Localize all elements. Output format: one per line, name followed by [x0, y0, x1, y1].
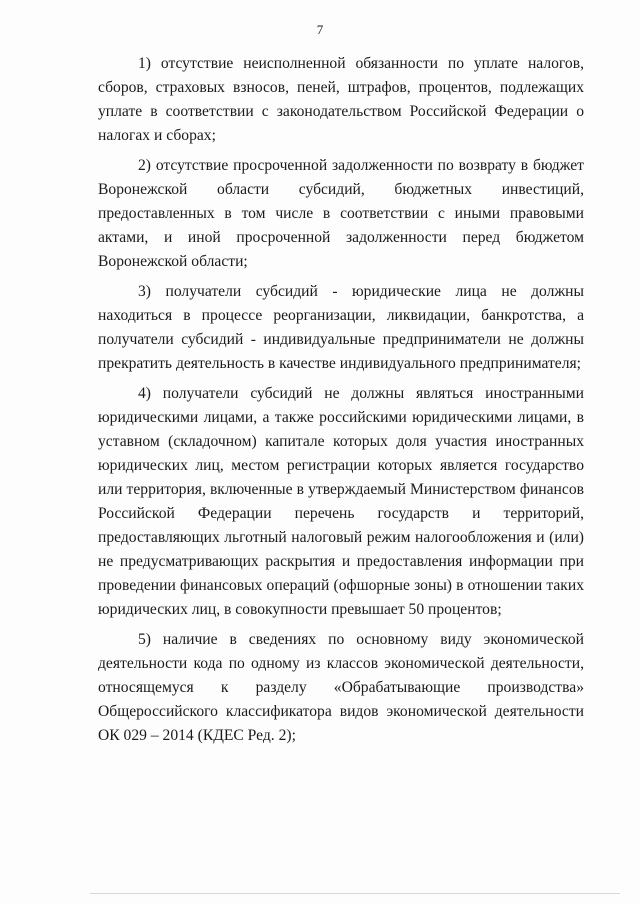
page-number: 7 [316, 22, 324, 37]
document-body [98, 52, 584, 754]
paragraph-item-3: 3) получатели субсидий - юридические лица не должны находиться в процессе реорганизации, ликвидации, банкротства, а получатели субсидий - индивидуальные предприниматели не должны прекратить деятельность в качестве индивидуального предпринимателя; [98, 283, 584, 372]
paragraph-item-5: 5) наличие в сведениях по основному виду экономической деятельности кода по одному из классов экономической деятельности, относящемуся к разделу «Обрабатывающие производства» Общероссийского классификатора видов экономической деятельности ОК 029 – 2014 (КДЕС Ред. 2); [98, 631, 584, 744]
paragraph-item-2: 2) отсутствие просроченной задолженности по возврату в бюджет Воронежской области субсидий, бюджетных инвестиций, предоставленных в том числе в соответствии с иными правовыми актами, и иной просроченной задолженности перед бюджетом Воронежской области; [98, 157, 584, 270]
paragraph-item-1: 1) отсутствие неисполненной обязанности по уплате налогов, сборов, страховых взносов, пеней, штрафов, процентов, подлежащих уплате в соответствии с законодательством Российской Федерации о налогах и сборах; [98, 55, 584, 144]
page-bottom-edge [90, 893, 620, 894]
paragraph-item-4: 4) получатели субсидий не должны являться иностранными юридическими лицами, а также российскими юридическими лицами, в уставном (складочном) капитале которых доля участия иностранных юридических лиц, местом регистрации которых является государство или территория, включенные в утверждаемый Министерством финансов Российской Федерации перечень государств и территорий, предоставляющих льготный налоговый режим налогообложения и (или) не предусматривающих раскрытия и предоставления информации при проведении финансовых операций (офшорные зоны) в отношении таких юридических лиц, в совокупности превышает 50 процентов; [98, 385, 584, 618]
